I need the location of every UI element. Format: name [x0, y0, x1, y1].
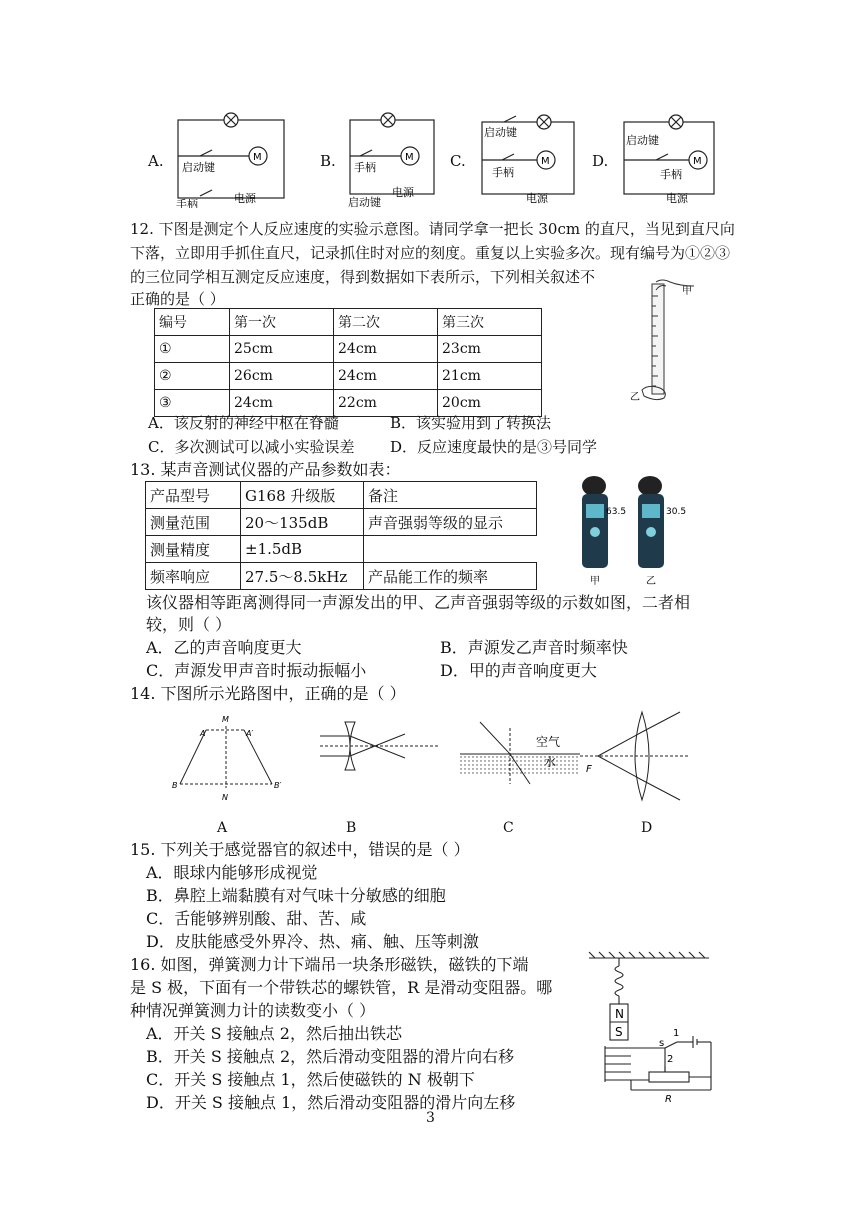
q12-table [154, 308, 542, 417]
table-cell: ② [155, 363, 230, 390]
q16-opt-c: C．开关 S 接触点 1，然后使磁铁的 N 极朝下 [146, 1070, 475, 1089]
table-cell: 产品型号 [146, 482, 241, 509]
q14-caption-c: C [503, 820, 514, 836]
q12-opt-b: B．该实验用到了转换法 [390, 414, 552, 432]
circuit-b [342, 108, 442, 208]
q14-caption-d: D [641, 820, 653, 836]
circuit-b-start: 启动键 [348, 196, 381, 208]
table-row [155, 363, 542, 390]
magnet-label-N: N [615, 1007, 624, 1021]
table-cell: 20～135dB [241, 509, 364, 536]
table-row [146, 509, 537, 536]
fig-d-label-F: F [586, 764, 592, 775]
q15-stem: 15. 下列关于感觉器官的叙述中，错误的是（ ） [130, 840, 470, 859]
table-row [146, 482, 537, 509]
circuit-c-handle: 手柄 [492, 166, 514, 179]
table-row [146, 536, 537, 563]
fig-a-label-B: B [172, 781, 178, 790]
table-row [155, 309, 542, 336]
q12-line-4: 正确的是（ ） [130, 290, 225, 308]
q13-opt-d: D．甲的声音响度更大 [440, 661, 597, 680]
circuit-d-start: 启动键 [626, 134, 659, 147]
table-cell: 23cm [438, 336, 542, 363]
q11-opt-c: C. [450, 152, 466, 170]
table-cell: 22cm [334, 390, 438, 417]
q15-opt-c: C．舌能够辨别酸、甜、苦、咸 [146, 909, 367, 928]
q12-opt-c: C．多次测试可以减小实验误差 [148, 438, 355, 456]
q12-line-2: 下落，立即用手抓住直尺，记录抓住时对应的刻度。重复以上实验多次。现有编号为①②③ [130, 244, 731, 262]
q16-opt-a: A．开关 S 接触点 2，然后抽出铁芯 [146, 1024, 402, 1043]
magnet-label-S: S [615, 1025, 623, 1039]
q16-opt-b: B．开关 S 接触点 2，然后滑动变阻器的滑片向右移 [146, 1047, 515, 1066]
table-cell: 20cm [438, 390, 542, 417]
q13-line-2: 较，则（ ） [146, 615, 232, 634]
circuit-d-handle: 手柄 [660, 168, 682, 181]
circuit-a-power: 电源 [234, 192, 256, 205]
table-cell: 频率响应 [146, 563, 241, 590]
table-cell: 声音强弱等级的显示 [364, 509, 537, 536]
fig-c-label-air: 空气 [536, 735, 561, 749]
q16-line-3: 种情况弹簧测力计的读数变小（ ） [130, 1001, 376, 1020]
contact-label-1: 1 [673, 1028, 680, 1039]
table-cell: 备注 [364, 482, 537, 509]
meter-left-label: 甲 [590, 576, 600, 587]
circuit-d [616, 104, 722, 208]
q11-opt-b: B. [320, 152, 336, 170]
q13-stem: 13. 某声音测试仪器的产品参数如表： [130, 460, 401, 479]
ruler-label-yi: 乙 [630, 392, 640, 403]
q12-line-1: 12. 下图是测定个人反应速度的实验示意图。请同学拿一把长 30cm 的直尺，当见到直尺向 [130, 220, 735, 238]
q16-figure [585, 948, 725, 1108]
table-cell: 第二次 [334, 309, 438, 336]
fig-a-label-M: M [222, 715, 229, 724]
fig-a-label-A: A [200, 729, 206, 738]
q12-opt-d: D．反应速度最快的是③号同学 [390, 438, 598, 456]
circuit-a-handle: 手柄 [176, 198, 198, 208]
circuit-c-start: 启动键 [484, 126, 517, 139]
table-row [155, 336, 542, 363]
circuit-a [170, 108, 290, 208]
circuit-b-power: 电源 [392, 186, 414, 199]
circuit-d-motor: M [693, 156, 702, 167]
q12-line-3: 的三位同学相互测定反应速度，得到数据如下表所示，下列相关叙述不 [130, 268, 596, 286]
table-cell: ① [155, 336, 230, 363]
q11-options [0, 100, 860, 210]
fig-a-label-A1: A′ [246, 729, 254, 738]
ruler-label-jia: 甲 [682, 286, 692, 297]
table-cell: 24cm [334, 336, 438, 363]
q16-opt-d: D．开关 S 接触点 1，然后滑动变阻器的滑片向左移 [146, 1093, 516, 1112]
meter-right-label: 乙 [646, 576, 656, 587]
contact-label-2: 2 [667, 1054, 674, 1065]
q14-caption-b: B [346, 820, 357, 836]
table-cell: ③ [155, 390, 230, 417]
circuit-a-start: 启动键 [182, 161, 215, 174]
circuit-d-power: 电源 [666, 192, 688, 205]
table-cell: 25cm [230, 336, 334, 363]
table-cell: 测量精度 [146, 536, 241, 563]
fig-a-label-B1: B′ [274, 781, 282, 790]
circuit-c-power: 电源 [526, 192, 548, 205]
q13-opt-a: A．乙的声音响度更大 [146, 638, 302, 657]
q11-opt-a: A. [148, 152, 164, 170]
sound-meters [570, 470, 700, 588]
fig-a-label-N: N [222, 793, 228, 802]
q13-table [145, 481, 537, 590]
rheostat-label-R: R [665, 1094, 672, 1105]
table-cell: 27.5～8.5kHz [241, 563, 364, 590]
circuit-c [474, 104, 584, 208]
table-cell: 24cm [230, 390, 334, 417]
q15-opt-d: D．皮肤能感受外界冷、热、痛、触、压等刺激 [146, 932, 479, 951]
q14-stem: 14. 下图所示光路图中，正确的是（ ） [130, 684, 406, 703]
circuit-b-handle: 手柄 [354, 161, 376, 174]
q11-opt-d: D. [592, 152, 609, 170]
q13-line-1: 该仪器相等距离测得同一声源发出的甲、乙声音强弱等级的示数如图，二者相 [146, 593, 691, 612]
circuit-c-motor: M [541, 156, 550, 167]
q14-caption-a: A [217, 820, 228, 836]
ruler-figure [612, 278, 722, 408]
meter-left-value: 63.5 [606, 507, 627, 517]
q15-opt-a: A．眼球内能够形成视觉 [146, 863, 318, 882]
table-cell: 24cm [334, 363, 438, 390]
circuit-a-motor: M [253, 152, 262, 163]
q13-opt-c: C．声源发甲声音时振动振幅小 [146, 661, 367, 680]
table-row [146, 563, 537, 590]
table-cell: ±1.5dB [241, 536, 364, 563]
table-cell: 测量范围 [146, 509, 241, 536]
table-cell: 产品能工作的频率 [364, 563, 537, 590]
table-cell: G168 升级版 [241, 482, 364, 509]
circuit-b-motor: M [405, 152, 414, 163]
q12-opt-a: A．该反射的神经中枢在脊髓 [148, 414, 339, 432]
q13-opt-b: B．声源发乙声音时频率快 [440, 638, 628, 657]
switch-label-s: s [659, 1038, 665, 1049]
q16-line-1: 16. 如图，弹簧测力计下端吊一块条形磁铁，磁铁的下端 [130, 955, 529, 974]
table-cell: 第三次 [438, 309, 542, 336]
table-cell [364, 536, 537, 563]
fig-c-label-water: 水 [544, 755, 557, 769]
table-cell: 编号 [155, 309, 230, 336]
q14-figures [160, 708, 700, 818]
table-cell: 第一次 [230, 309, 334, 336]
q15-opt-b: B．鼻腔上端黏膜有对气味十分敏感的细胞 [146, 886, 446, 905]
table-cell: 21cm [438, 363, 542, 390]
meter-right-value: 30.5 [666, 507, 687, 517]
page-number: 3 [426, 1110, 435, 1126]
table-cell: 26cm [230, 363, 334, 390]
q16-line-2: 是 S 极，下面有一个带铁芯的螺铁管，R 是滑动变阻器。哪 [130, 978, 553, 997]
